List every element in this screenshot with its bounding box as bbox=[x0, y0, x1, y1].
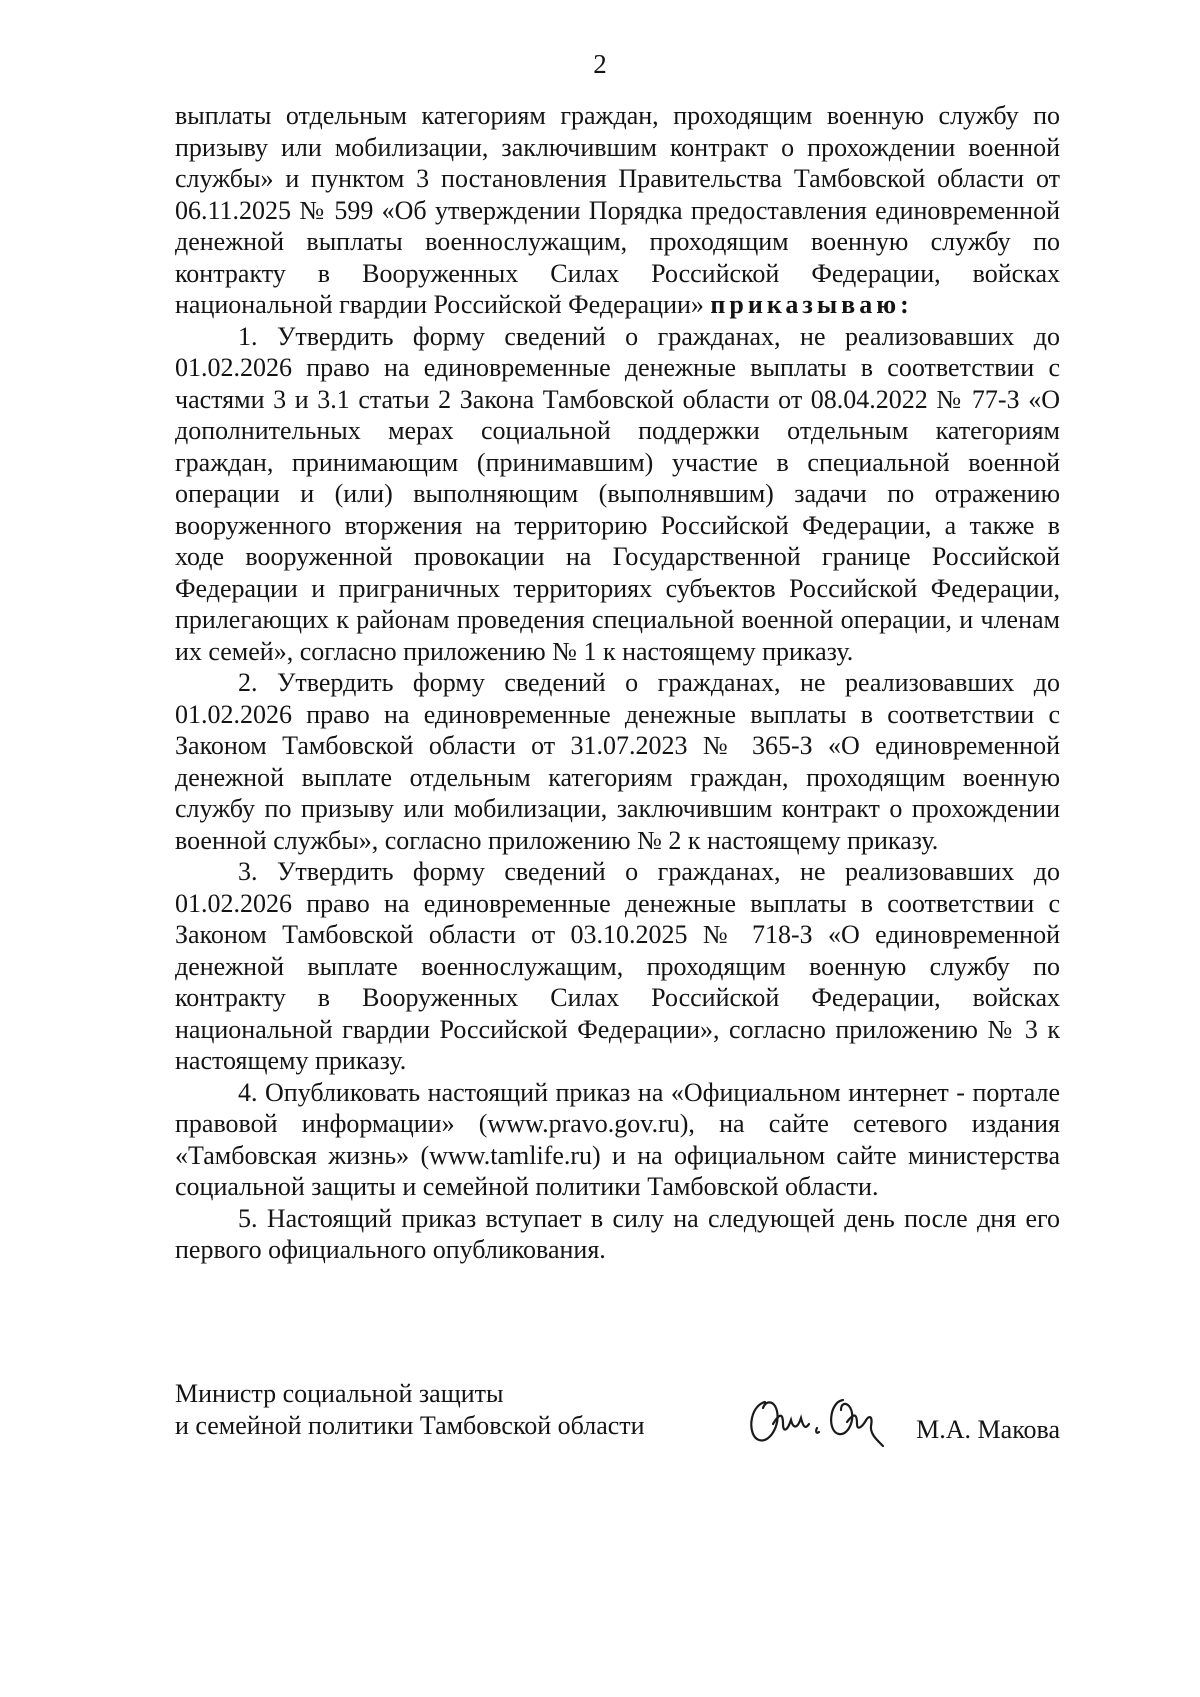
page-number: 2 bbox=[593, 49, 607, 79]
signatory-title-line-1: Министр социальной защиты bbox=[175, 1379, 504, 1408]
document-body bbox=[175, 100, 1060, 1266]
paragraph-intro bbox=[175, 100, 1060, 321]
paragraph-item-1: 1. Утвердить форму сведений о гражданах, не реализовавших до 01.02.2026 право на единовременные денежные выплаты в соответствии с частями 3 и 3.1 статьи 2 Закона Тамбовской области от 08.04.2022 № 77-З «О дополнительных мерах социальной поддержки отдельным категориям граждан, принимающим (принимавшим) участие в специальной военной операции и (или) выполняющим (выполнявшим) задачи по отражению вооруженного вторжения на территорию Российской Федерации, а также в ходе вооруженной провокации на Государственной границе Российской Федерации и приграничных территориях субъектов Российской Федерации, прилегающих к районам проведения специальной военной операции, и членам их семей», согласно приложению № 1 к настоящему приказу. bbox=[175, 321, 1060, 666]
signatory-title-line-2: и семейной политики Тамбовской области bbox=[175, 1411, 645, 1440]
order-word: приказываю: bbox=[710, 290, 913, 319]
signature-block bbox=[175, 1378, 1060, 1458]
paragraph-item-3: 3. Утвердить форму сведений о гражданах, не реализовавших до 01.02.2026 право на единовременные денежные выплаты в соответствии с Законом Тамбовской области от 03.10.2025 № 718-З «О единовременной денежной выплате военнослужащим, проходящим военную службу по контракту в Вооруженных Силах Российской Федерации, войсках национальной гвардии Российской Федерации», согласно приложению № 3 к настоящему приказу. bbox=[175, 857, 1060, 1075]
paragraph-item-5: 5. Настоящий приказ вступает в силу на следующей день после дня его первого официального опубликования. bbox=[175, 1203, 1060, 1264]
signatory-title bbox=[175, 1378, 645, 1442]
handwritten-signature bbox=[743, 1384, 903, 1454]
signatory-name: М.А. Макова bbox=[916, 1415, 1060, 1444]
paragraph-item-4: 4. Опубликовать настоящий приказ на «Официальном интернет - портале правовой информации» (www.pravo.gov.ru), на сайте сетевого издания «Тамбовская жизнь» (www.tamlife.ru) и на официальном сайте министерства социальной защиты и семейной политики Тамбовской области. bbox=[175, 1077, 1060, 1201]
paragraph-intro-text: выплаты отдельным категориям граждан, проходящим военную службу по призыву или мобилизации, заключившим контракт о прохождении военной службы» и пунктом 3 постановления Правительства Тамбовской области от 06.11.2025 № 599 «Об утверждении Порядка предоставления единовременной денежной выплаты военнослужащим, проходящим военную службу по контракту в Вооруженных Силах Российской Федерации, войсках национальной гвардии Российской Федерации» bbox=[175, 101, 1060, 319]
paragraph-item-2: 2. Утвердить форму сведений о гражданах, не реализовавших до 01.02.2026 право на единовременные денежные выплаты в соответствии с Законом Тамбовской области от 31.07.2023 № 365-З «О единовременной денежной выплате отдельным категориям граждан, проходящим военную службу по призыву или мобилизации, заключившим контракт о прохождении военной службы», согласно приложению № 2 к настоящему приказу. bbox=[175, 668, 1060, 855]
